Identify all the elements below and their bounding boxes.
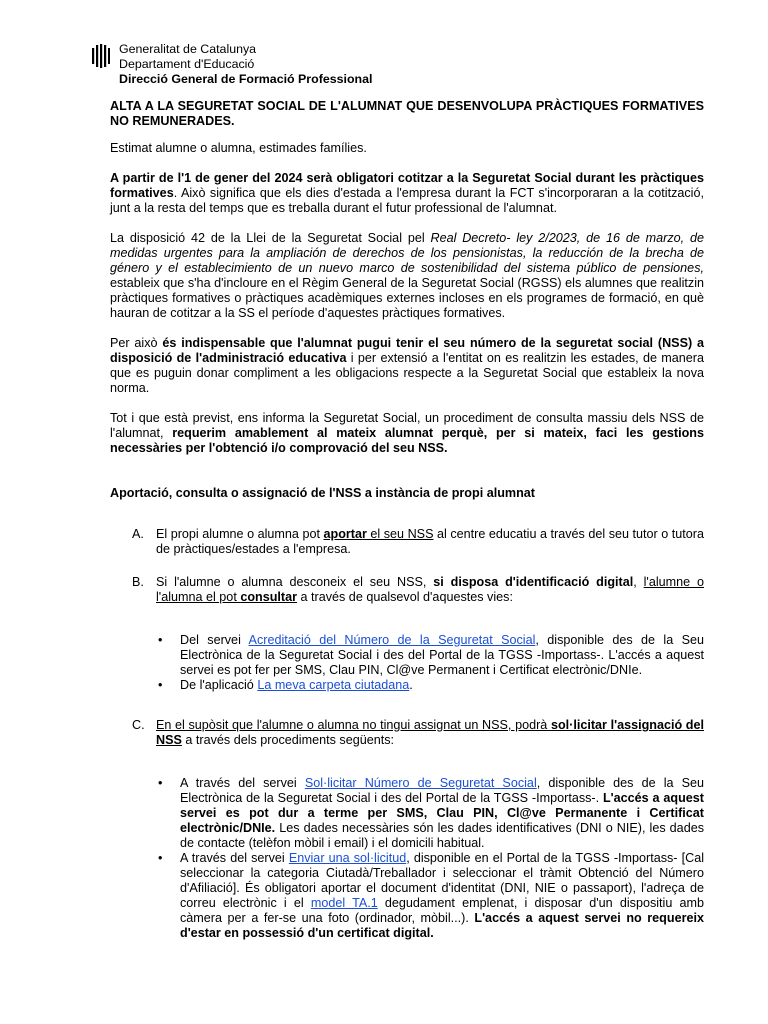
bullet-b2-part-2: .: [409, 678, 413, 692]
item-b-underlined: l'alumne o l'alumna el pot: [156, 575, 705, 604]
bullet-c1-part-2: , disponible des de la Seu Electrònica de la Seguretat Social i des del Portal de la TGSS -Importass-.: [180, 776, 705, 805]
paragraph-3: [110, 336, 704, 396]
item-b-consultar: consultar: [240, 590, 298, 604]
bullet-c1-part-1: A través del servei: [180, 776, 305, 790]
bullet-text: [180, 678, 704, 693]
list-item: [156, 851, 704, 941]
paragraph-1: [110, 171, 704, 216]
p3-b: i per extensió a l'entitat on es realitzin les estades, de manera que es puguin donar compliment a les obligacions respecte a la Seguretat Social que estableix la nova norma.: [110, 351, 704, 395]
item-a: [110, 527, 704, 557]
bullets-c: [156, 776, 704, 941]
item-b-comma: ,: [633, 575, 644, 589]
item-c-sollicitar: sol·licitar l'assignació del NSS: [156, 718, 704, 747]
letterhead: [119, 42, 372, 87]
paragraph-4: [110, 411, 704, 456]
bullet-c2-bold: L'accés a aquest servei no requereix d'estar en possessió d'un certificat digital.: [180, 911, 704, 940]
generalitat-logo: [92, 44, 110, 68]
p3-bold: és indispensable que l'alumnat pugui tenir el seu número de la seguretat social (NSS) a disposició de l'administració educativa: [110, 336, 705, 365]
p1-rest: . Això significa que els dies d'estada a l'empresa durant la FCT s'incorporaran a la cotització, junt a la resta del temps que es treballa durant el futur professional de l'alumnat.: [110, 186, 704, 215]
bullet-c1-part-3: Les dades necessàries són les dades identificatives (DNI o NIE), les dades de contacte (telèfon mòbil i email) i el domicili habitual.: [180, 821, 704, 850]
letterhead-line-3: Direcció General de Formació Professional: [119, 72, 373, 86]
bullet-text: [180, 776, 704, 851]
item-b-bold: si disposa d'identificació digital: [433, 575, 634, 589]
item-a-text: [156, 527, 704, 557]
letterhead-line-1: Generalitat de Catalunya: [119, 42, 257, 56]
list-item: [156, 678, 704, 693]
list-item: [156, 633, 704, 678]
bullet-b1-part-2: , disponible des de la Seu Electrònica de la Seguretat Social i des del Portal de la TGSS -Importass-. L'accés a aquest servei es pot fer per SMS, Clau PIN, Cl@ve Permanent i Certificat electrònic/DNIe.: [180, 633, 705, 677]
p3-a: Per això: [110, 336, 163, 350]
bullet-c2-part-2: , disponible en el Portal de la TGSS -Importass- [Cal seleccionar la categoria Ciutadà/Treballador i seleccionar el tràmit Obtenció del Número d'Afiliació]. És obligatori aportar el document d'identitat (DNI, NIE o passaport), l'adreça de correu electrònic i el: [180, 851, 704, 910]
bullet-text: [180, 851, 704, 941]
greeting: Estimat alumne o alumna, estimades famílies.: [110, 141, 367, 155]
item-c-text: [156, 718, 704, 748]
item-b-marker: B.: [132, 575, 144, 589]
item-c: [110, 718, 704, 748]
item-a-part-1: El propi alumne o alumna pot: [156, 527, 324, 541]
link-model-ta1[interactable]: model TA.1: [310, 896, 378, 910]
p4-bold: requerim amablement al mateix alumnat perquè, per si mateix, faci les gestions necessàries per l'obtenció i/o comprovació del seu NSS.: [110, 426, 704, 455]
item-b-part-1: Si l'alumne o alumna desconeix el seu NSS,: [156, 575, 434, 589]
link-acreditacio-nss[interactable]: Acreditació del Número de la Seguretat Social: [248, 633, 536, 647]
bullet-icon: •: [158, 678, 163, 692]
item-a-part-3: al centre educatiu a través del seu tutor o tutora de pràctiques/estades a l'empresa.: [156, 527, 704, 556]
bullet-icon: •: [158, 851, 163, 865]
item-a-part-2: el seu NSS: [366, 527, 434, 541]
item-b: [110, 575, 704, 605]
document-title: ALTA A LA SEGURETAT SOCIAL DE L'ALUMNAT QUE DESENVOLUPA PRÀCTIQUES FORMATIVES NO REMUNERADES.: [110, 99, 704, 128]
link-sollicitar-nss[interactable]: Sol·licitar Número de Seguretat Social: [304, 776, 537, 790]
bullets-b: [156, 633, 704, 693]
p2-b: estableix que s'ha d'incloure en el Règim General de la Seguretat Social (RGSS) els alumnes que realitzin pràctiques formatives o pràctiques acadèmiques externes incloses en els programes de formació, en què hauran de cotitzar a la SS el període d'aquestes pràctiques formatives.: [110, 276, 704, 320]
p4-a: Tot i que està previst, ens informa la Seguretat Social, un procediment de consulta massiu dels NSS de l'alumnat,: [110, 411, 704, 440]
list-item: [156, 776, 704, 851]
bullet-icon: •: [158, 776, 163, 790]
bullet-c2-part-3: degudament emplenat, i disposar d'un dispositiu amb càmera per a fer-se una foto (ordinador, mòbil...).: [180, 896, 705, 925]
item-a-marker: A.: [132, 527, 144, 541]
bullet-c1-bold: L'accés a aquest servei es pot dur a terme per SMS, Clau PIN, Cl@ve Permanente i Certificat electrònic/DNIe.: [180, 791, 704, 835]
item-c-marker: C.: [132, 718, 145, 732]
bullet-c2-part-1: A través del servei: [180, 851, 289, 865]
letterhead-line-2: Departament d'Educació: [119, 57, 255, 71]
p2-a: La disposició 42 de la Llei de la Seguretat Social pel: [110, 231, 431, 245]
bullet-text: [180, 633, 704, 678]
paragraph-2: [110, 231, 704, 321]
document-body: [110, 99, 704, 941]
item-c-part-2: a través dels procediments següents:: [181, 733, 395, 747]
item-a-aportar: aportar: [323, 527, 367, 541]
p2-italic: Real Decreto- ley 2/2023, de 16 de marzo, de medidas urgentes para la ampliación de derechos de los pensionistas, la reducción de la brecha de género y el establecimiento de un nuevo marco de sostenibilidad del sistema público de pensiones,: [110, 231, 704, 275]
bullet-b1-part-1: Del servei: [180, 633, 249, 647]
item-b-text: [156, 575, 704, 605]
link-enviar-sollicitud[interactable]: Enviar una sol·licitud: [288, 851, 407, 865]
bullet-icon: •: [158, 633, 163, 647]
link-carpeta-ciutadana[interactable]: La meva carpeta ciutadana: [257, 678, 410, 692]
p1-bold: A partir de l'1 de gener del 2024 serà obligatori cotitzar a la Seguretat Social durant les pràctiques formatives: [110, 171, 704, 200]
section-heading: Aportació, consulta o assignació de l'NSS a instància de propi alumnat: [110, 486, 535, 500]
bullet-b2-part-1: De l'aplicació: [180, 678, 258, 692]
item-b-part-2: a través de qualsevol d'aquestes vies:: [297, 590, 513, 604]
item-c-underlined: En el supòsit que l'alumne o alumna no tingui assignat un NSS, podrà: [156, 718, 551, 732]
